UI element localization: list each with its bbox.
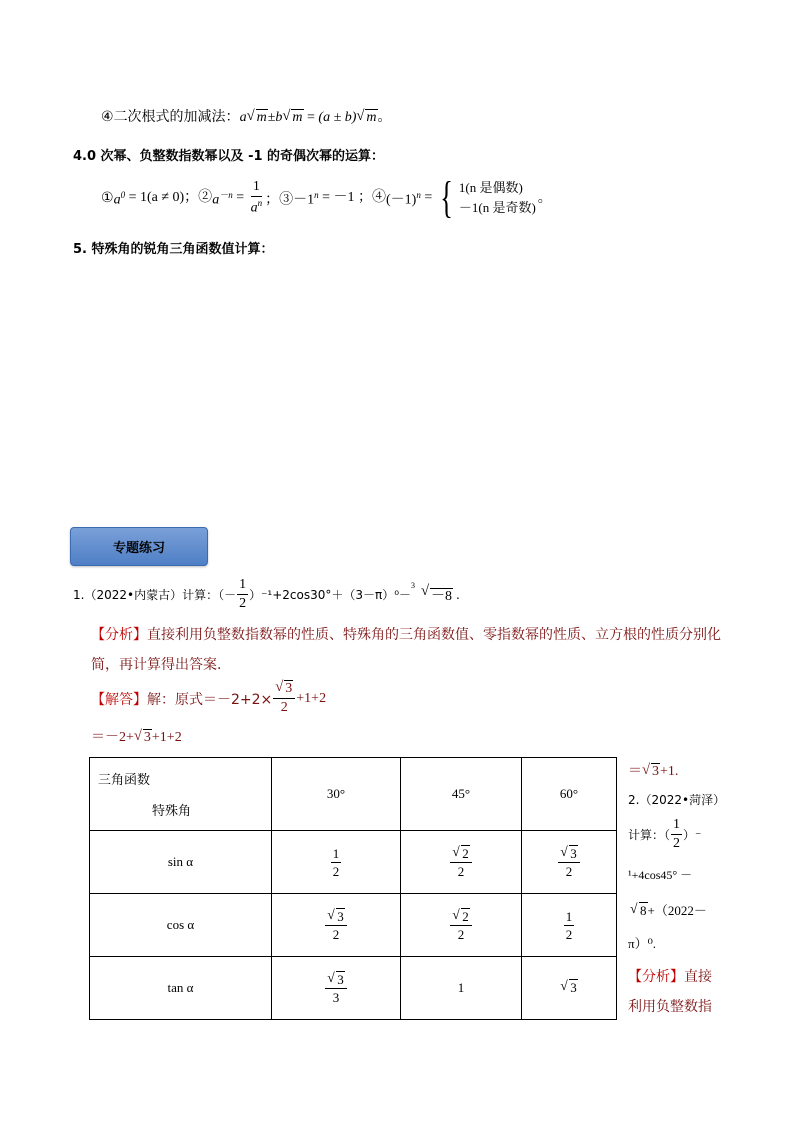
col-header-45: 45° <box>401 758 522 831</box>
case-odd: －1(n 是奇数) <box>458 200 536 215</box>
sqrt3-over-2: √ $\frac{3}{2}$ <box>273 682 295 715</box>
heading-4-0: 4.0 次幂、负整数指数幂以及 -1 的奇偶次幂的运算： <box>73 149 385 164</box>
table-row <box>90 957 617 1020</box>
table-row <box>90 894 617 957</box>
question-1: 1.（2022•内蒙古）计算：（－ $\frac{1}{2}$ ）⁻¹+2cos30°＋（3－π）⁰－ 3 √ －8 . <box>73 578 460 611</box>
table-corner-header: 三角函数 特殊角 <box>90 758 272 831</box>
table-cell: √ $\frac{3}{2}$ <box>522 831 617 894</box>
sqrt-m: √ m <box>247 107 268 129</box>
table-cell: √ $\frac{3}{3}$ <box>272 957 401 1020</box>
col-header-30: 30° <box>272 758 401 831</box>
table-cell: 1 <box>401 957 522 1020</box>
one-over-a-n: $\frac{1}{a^n}$ <box>250 179 263 216</box>
table-cell: √ $\frac{2}{2}$ <box>401 831 522 894</box>
analysis-2: 【分析】直接 <box>628 969 712 985</box>
table-cell: √ 3 <box>522 957 617 1020</box>
piecewise-cases <box>436 173 536 222</box>
heading-5: 5. 特殊角的锐角三角函数值计算： <box>73 242 274 257</box>
answer-1: 【解答】 解：原式＝－2+2× √ $\frac{3}{2}$ +1+2 <box>91 682 326 715</box>
sqrt-m: √ m <box>356 107 377 129</box>
cube-root: 3 √ －8 <box>411 585 453 605</box>
powers-rules-line: ① $a^0$ = 1(a ≠ 0)；② $a^{-n}$ = $\frac{1}{a^n}$ ；$③-1^n$ = －1 ；④ $(-1)^n$ = { 1(n 是偶数) －1(n 是奇数) 。 <box>101 173 552 222</box>
row-label-cos: cos α <box>90 894 272 957</box>
answer-1-line2: ＝－2+√ 3+1+2 <box>91 726 182 746</box>
question-2-line3: ¹+4cos45° － <box>628 868 693 882</box>
question-2-line5: π）⁰. <box>628 936 657 951</box>
analysis-1: 【分析】直接利用负整数指数幂的性质、特殊角的三角函数值、零指数幂的性质、立方根的性质分别化 <box>91 627 721 643</box>
row-label-tan: tan α <box>90 957 272 1020</box>
table-cell: $\frac{1}{2}$ <box>522 894 617 957</box>
a-zero-power: $a^0$ <box>113 190 126 208</box>
answer-1-line3: ＝√ 3+1. <box>628 760 678 780</box>
section-practice-button[interactable]: 专题练习 <box>70 527 208 566</box>
table-cell: √ $\frac{3}{2}$ <box>272 894 401 957</box>
table-cell: √ $\frac{2}{2}$ <box>401 894 522 957</box>
analysis-1-line2: 简，再计算得出答案. <box>91 657 222 673</box>
paren-neg-one-power: $(-1)^n$ <box>386 190 421 208</box>
circled-number: ④ <box>101 109 114 125</box>
table-row <box>90 831 617 894</box>
col-header-60: 60° <box>522 758 617 831</box>
trig-values-table <box>89 757 617 1020</box>
table-cell: $\frac{1}{2}$ <box>272 831 401 894</box>
a-neg-n-power: $a^{-n}$ <box>212 190 233 208</box>
left-brace-icon: { <box>439 173 453 222</box>
question-2-title: 2.（2022•菏泽） <box>628 793 726 807</box>
neg-one-power: ；$③-1^n$ <box>265 190 319 208</box>
row-label-sin: sin α <box>90 831 272 894</box>
radical-add-sub-line: ④二次根式的加减法：a√ m±b√ m = (a ± b)√ m。 <box>101 106 392 129</box>
question-2-line4: √ 8+（2022－ <box>630 900 707 919</box>
analysis-2-line2: 利用负整数指 <box>628 999 712 1015</box>
analysis-tag: 【分析】 <box>91 627 147 643</box>
case-even: 1(n 是偶数) <box>458 180 523 195</box>
question-2-calc: 计算：（ $\frac{1}{2}$ ）⁻ <box>628 817 702 851</box>
sqrt-m: √ m <box>282 107 303 129</box>
half-fraction: $\frac{1}{2}$ <box>239 577 247 611</box>
rule-label: 二次根式的加减法： <box>113 109 240 125</box>
answer-tag: 【解答】 <box>91 691 147 708</box>
